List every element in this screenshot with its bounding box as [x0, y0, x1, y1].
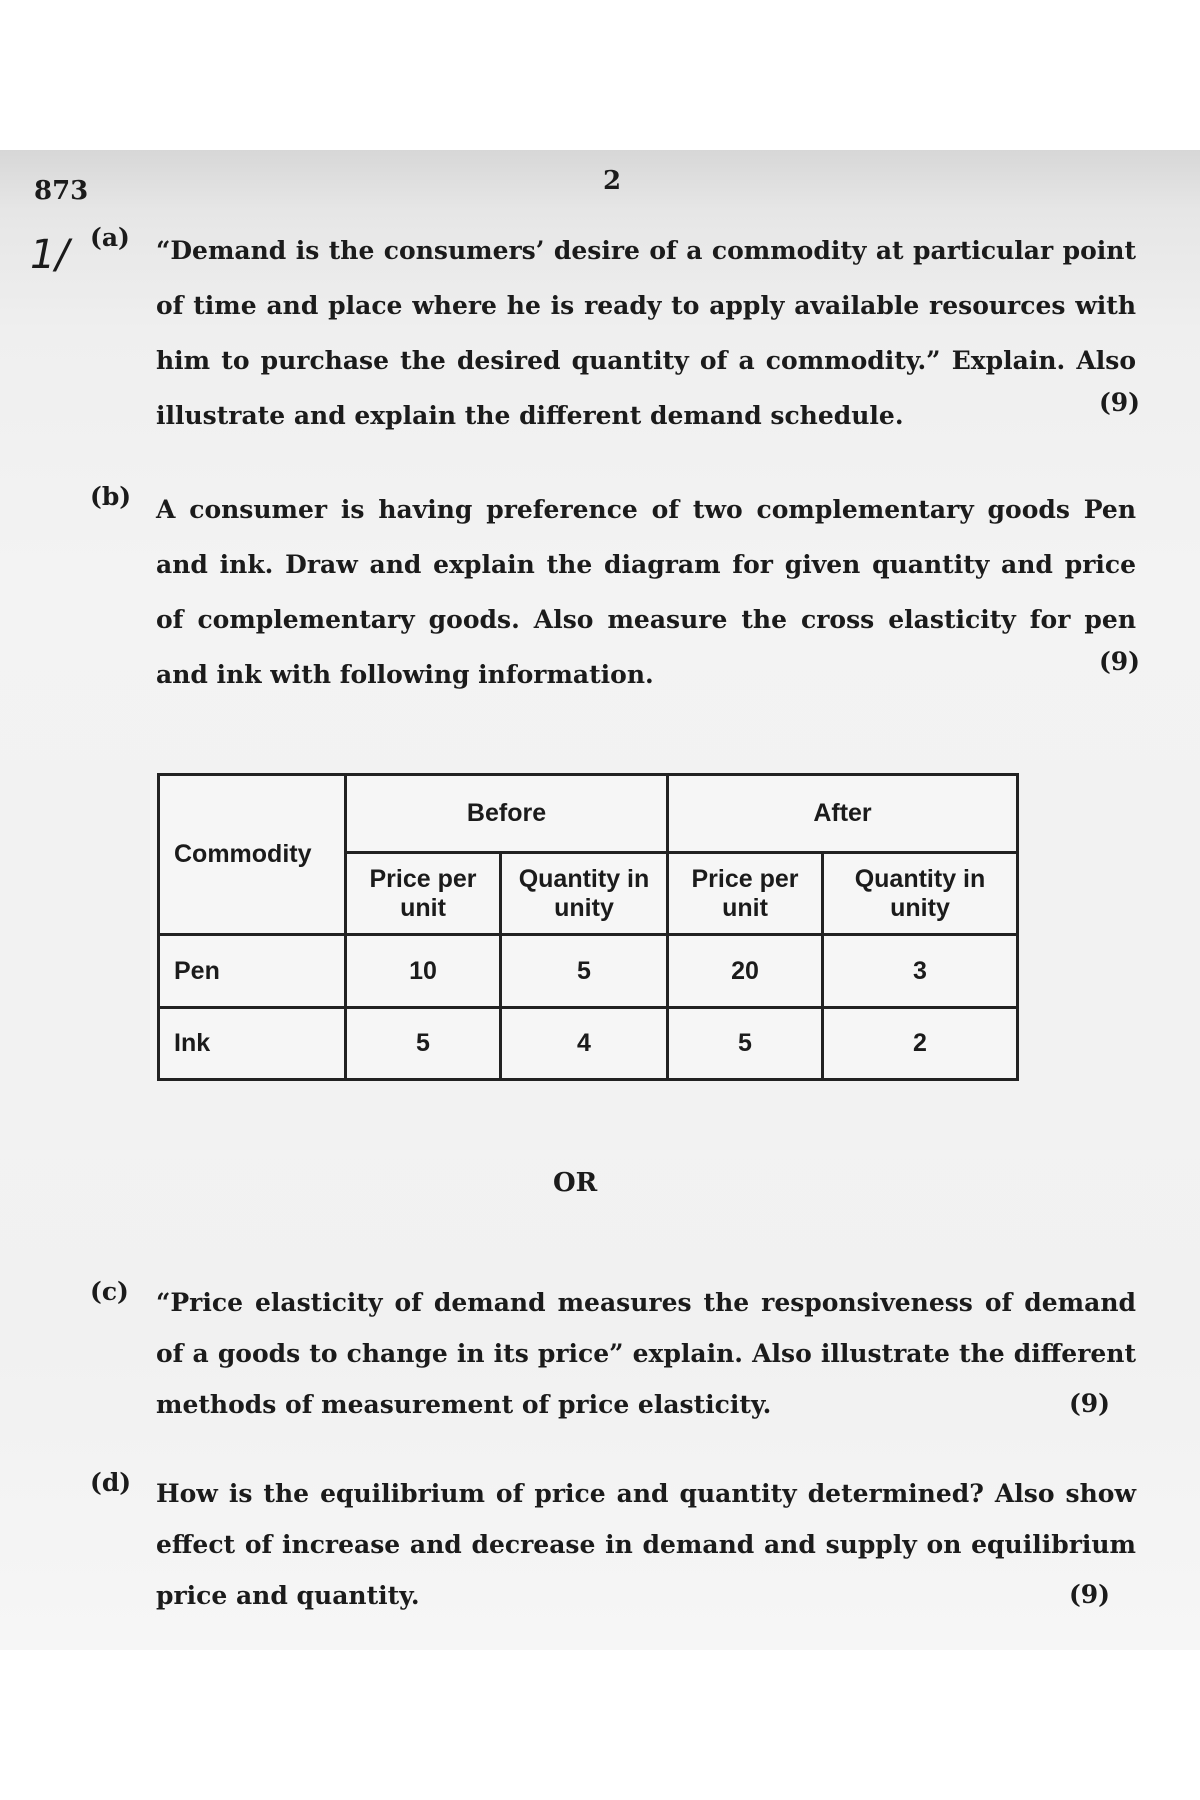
- question-marks: (9): [1098, 388, 1140, 417]
- table-row: [159, 1008, 1018, 1080]
- price-quantity-table: [157, 773, 1019, 1081]
- question-label: (d): [90, 1468, 132, 1497]
- subheader-before-price: Price per unit: [346, 853, 501, 935]
- question-text: A consumer is having preference of two complementary goods Pen and ink. Draw and explain the diagram for given quantity and price of complementary goods. Also measure the cross elasticity for pen and ink with following information.: [156, 495, 1136, 689]
- question-text: How is the equilibrium of price and quantity determined? Also show effect of increase and decrease in demand and supply on equilibrium price and quantity.: [156, 1479, 1136, 1610]
- cell-after-quantity: 3: [823, 935, 1018, 1008]
- page-number: 2: [603, 166, 622, 196]
- subheader-after-quantity: Quantity in unity: [823, 853, 1018, 935]
- header-commodity: Commodity: [159, 775, 346, 935]
- question-label: (c): [90, 1277, 129, 1306]
- cell-before-price: 5: [346, 1008, 501, 1080]
- cell-commodity: Ink: [159, 1008, 346, 1080]
- header-after: After: [668, 775, 1018, 853]
- question-text: “Price elasticity of demand measures the responsiveness of demand of a goods to change in its price” explain. Also illustrate the different methods of measurement of price elasticity.: [156, 1288, 1136, 1419]
- cell-after-price: 5: [668, 1008, 823, 1080]
- subheader-after-price: Price per unit: [668, 853, 823, 935]
- or-separator: OR: [553, 1168, 598, 1198]
- cell-before-quantity: 5: [501, 935, 668, 1008]
- header-before: Before: [346, 775, 668, 853]
- cell-before-price: 10: [346, 935, 501, 1008]
- question-label: (a): [90, 223, 130, 252]
- question-marks: (9): [1098, 647, 1140, 676]
- cell-commodity: Pen: [159, 935, 346, 1008]
- question-text: “Demand is the consumers’ desire of a commodity at particular point of time and place where he is ready to apply available resources with him to purchase the desired quantity of a commodity.” Explain. Also illustrate and explain the different demand schedule.: [156, 236, 1136, 430]
- cell-after-quantity: 2: [823, 1008, 1018, 1080]
- cell-before-quantity: 4: [501, 1008, 668, 1080]
- question-marks: (9): [1068, 1580, 1110, 1609]
- question-marks: (9): [1068, 1389, 1110, 1418]
- question-label: (b): [90, 482, 132, 511]
- handwritten-margin-mark: 1/: [30, 232, 69, 278]
- paper-code: 873: [34, 176, 89, 206]
- subheader-before-quantity: Quantity in unity: [501, 853, 668, 935]
- table-row: [159, 935, 1018, 1008]
- cell-after-price: 20: [668, 935, 823, 1008]
